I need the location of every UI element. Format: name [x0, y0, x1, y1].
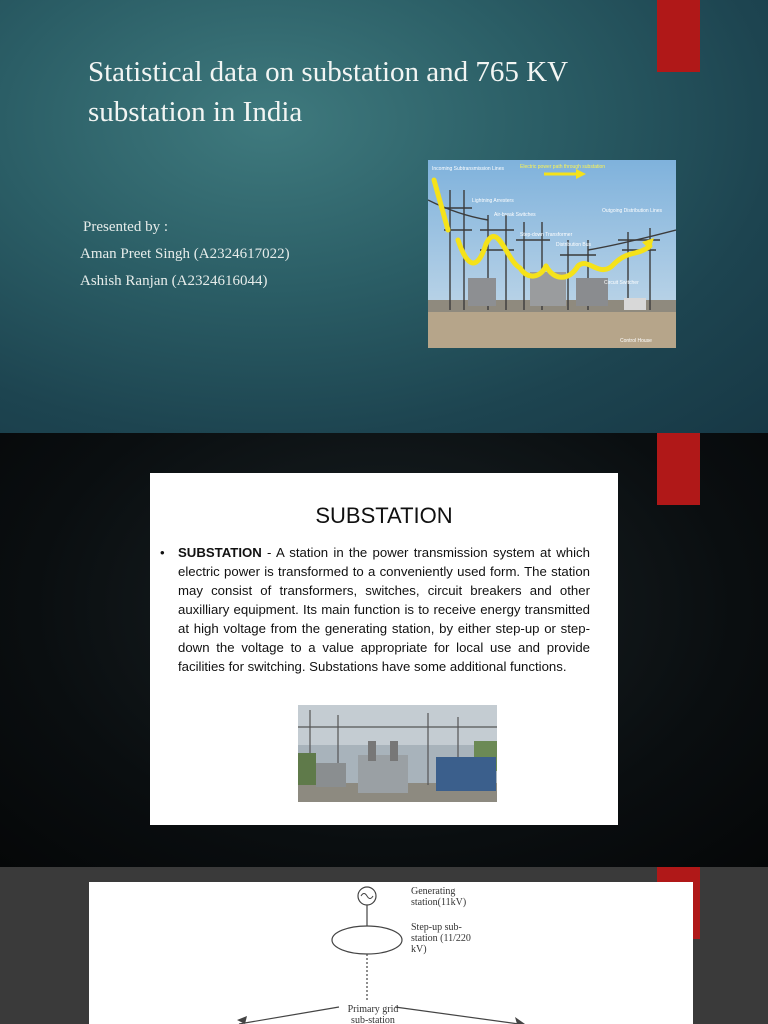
step-up-ellipse [332, 926, 402, 954]
label-generating-station: Generating station(11kV) [411, 886, 467, 908]
bullet-marker: • [160, 545, 165, 560]
accent-bar [657, 0, 700, 72]
slide-title: Statistical data on substation and 765 KV substation in India [88, 56, 568, 128]
definition-text [160, 543, 590, 676]
definition-body: - A station in the power transmission system at which electric power is transformed to a conveniently used form. The station may consist of transformers, switches, circuit breakers and other auxilliary equipment. Its main function is to receive energy transmitted at high voltage from the generating station, by either step-up or step-down the voltage to a value appropriate for local use and provide facilities for switching. Substations have some additional functions. [178, 545, 590, 674]
card-heading: SUBSTATION [315, 503, 453, 528]
photo-label-air-break: Air-break Switches [494, 212, 536, 218]
definition-slide [0, 433, 768, 867]
presented-by-label: Presented by : [83, 219, 168, 235]
photo-label-step-down: Step-down Transformer [520, 232, 573, 238]
definition-term: SUBSTATION [178, 545, 262, 560]
label-step-up-substation: Step-up sub-station (11/220 kV) [411, 922, 471, 955]
photo-label-lightning: Lightning Arresters [472, 198, 514, 204]
accent-bar [657, 433, 700, 505]
photo-label-circuit: Circuit Switcher [604, 280, 639, 286]
photo-label-dist-bus: Distribution Bus [556, 242, 592, 248]
definition-card [150, 473, 618, 825]
photo-label-incoming: Incoming Subtransmission Lines [432, 166, 504, 172]
substation-photo [428, 160, 676, 348]
title-slide [0, 0, 768, 433]
presenter-1: Aman Preet Singh (A2324617022) [80, 246, 290, 262]
diagram-card [89, 882, 693, 1024]
transmission-diagram [89, 882, 693, 1024]
presenters-block [80, 214, 290, 295]
diagram-slide [0, 867, 768, 1024]
photo-label-outgoing: Outgoing Distribution Lines [602, 208, 663, 214]
photo-label-control: Control House [620, 338, 652, 344]
presenter-2: Ashish Ranjan (A2324616044) [80, 273, 268, 289]
label-primary-grid: Primary grid sub-station [347, 1004, 399, 1024]
substation-small-photo [298, 705, 497, 802]
photo-label-power-path: Electric power path through substation [520, 164, 606, 170]
